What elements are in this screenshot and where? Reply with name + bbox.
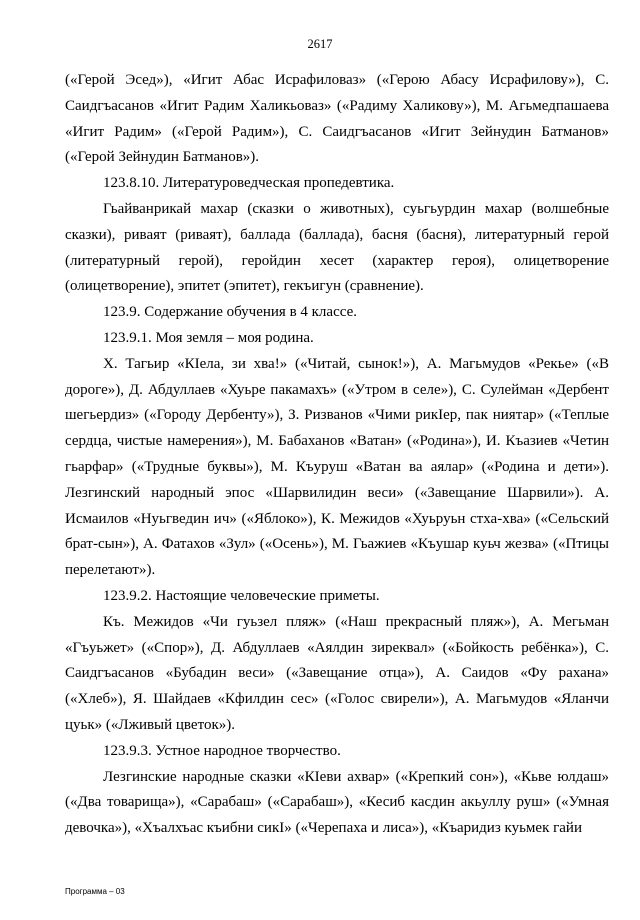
section-heading-123-9-3: 123.9.3. Устное народное творчество. xyxy=(103,742,341,759)
paragraph-my-land-works: Х. Тагьир «КIела, зи хва!» («Читай, сынок!»), А. Магьмудов «Рекье» («В дороге»), Д. Абдуллаев «Хуьре пакамахъ» («Утром в селе»), С. Сулейман «Дербент шегьердиз» («Городу Дербенту»), З. Ризванов «Чими рикIер, пак ниятар» («Теплые сердца, чистые намерения»), М. Бабаханов «Ватан» («Родина»), И. Къазиев «Четин гьарфар» («Трудные буквы»), М. Къуруш «Ватан ва аялар» («Родина и дети»). Лезгинский народный эпос «Шарвилидин веси» («Завещание Шарвили»). А. Исмаилов «Нуьгведин ич» («Яблоко»), К. Межидов «Хуьруьн стха-хва» («Сельский брат-сын»), А. Фатахов «Зул» («Осень»), М. Гьажиев «Къушар куьч жезва» («Птицы перелетают»). xyxy=(65,355,609,579)
page-footer: Программа – 03 xyxy=(65,887,125,896)
section-heading-123-9-1: 123.9.1. Моя земля – моя родина. xyxy=(103,329,314,346)
paragraph-heroes-list: («Герой Эсед»), «Игит Абас Исрафиловаз» («Герою Абасу Исрафилову»), С. Саидгъасанов «Игит Радим Халикьоваз» («Радиму Халикову»), М. Агьмедпашаева «Игит Радим» («Герой Радим»), С. Саидгъасанов «Игит Зейнудин Батманов» («Герой Зейнудин Батманов»). xyxy=(65,72,609,166)
section-heading-123-8-10: 123.8.10. Литературоведческая пропедевтика. xyxy=(103,175,395,192)
paragraph-literary-terms: Гьайванрикай махар (сказки о животных), суьгьурдин махар (волшебные сказки), риваят (риваят), баллада (баллада), басня (басня), литературный герой (литературный герой), геройдин хесет (характер героя), олицетворение (олицетворение), эпитет (эпитет), гекъигун (сравнение). xyxy=(65,200,609,295)
document-body xyxy=(65,68,609,842)
paragraph-folk-tales: Лезгинские народные сказки «КIеви ахвар» («Крепкий сон»), «Кьве юлдаш» («Два товарища»), «Сарабаш» («Сарабаш»), «Кесиб касдин акьуллу руш» («Умная девочка»), «Хъалхъас къибни сикI» («Черепаха и лиса»), «Къаридиз куьмек гайи xyxy=(65,768,609,837)
page-number: 2617 xyxy=(307,37,333,51)
paragraph-human-qualities-works: Къ. Межидов «Чи гуьзел пляж» («Наш прекрасный пляж»), А. Мегьман «Гъуьжет» («Спор»), Д. Абдуллаев «Аялдин зиреквал» («Бойкость ребёнка»), С. Саидгъасанов «Бубадин веси» («Завещание отца»), А. Саидов «Фу рахана» («Хлеб»), Я. Шайдаев «Кфилдин сес» («Голос свирели»), А. Магьмудов «Яланчи цуьк» («Лживый цветок»). xyxy=(65,613,609,733)
section-heading-123-9-2: 123.9.2. Настоящие человеческие приметы. xyxy=(103,587,380,604)
section-heading-123-9: 123.9. Содержание обучения в 4 классе. xyxy=(103,304,357,321)
